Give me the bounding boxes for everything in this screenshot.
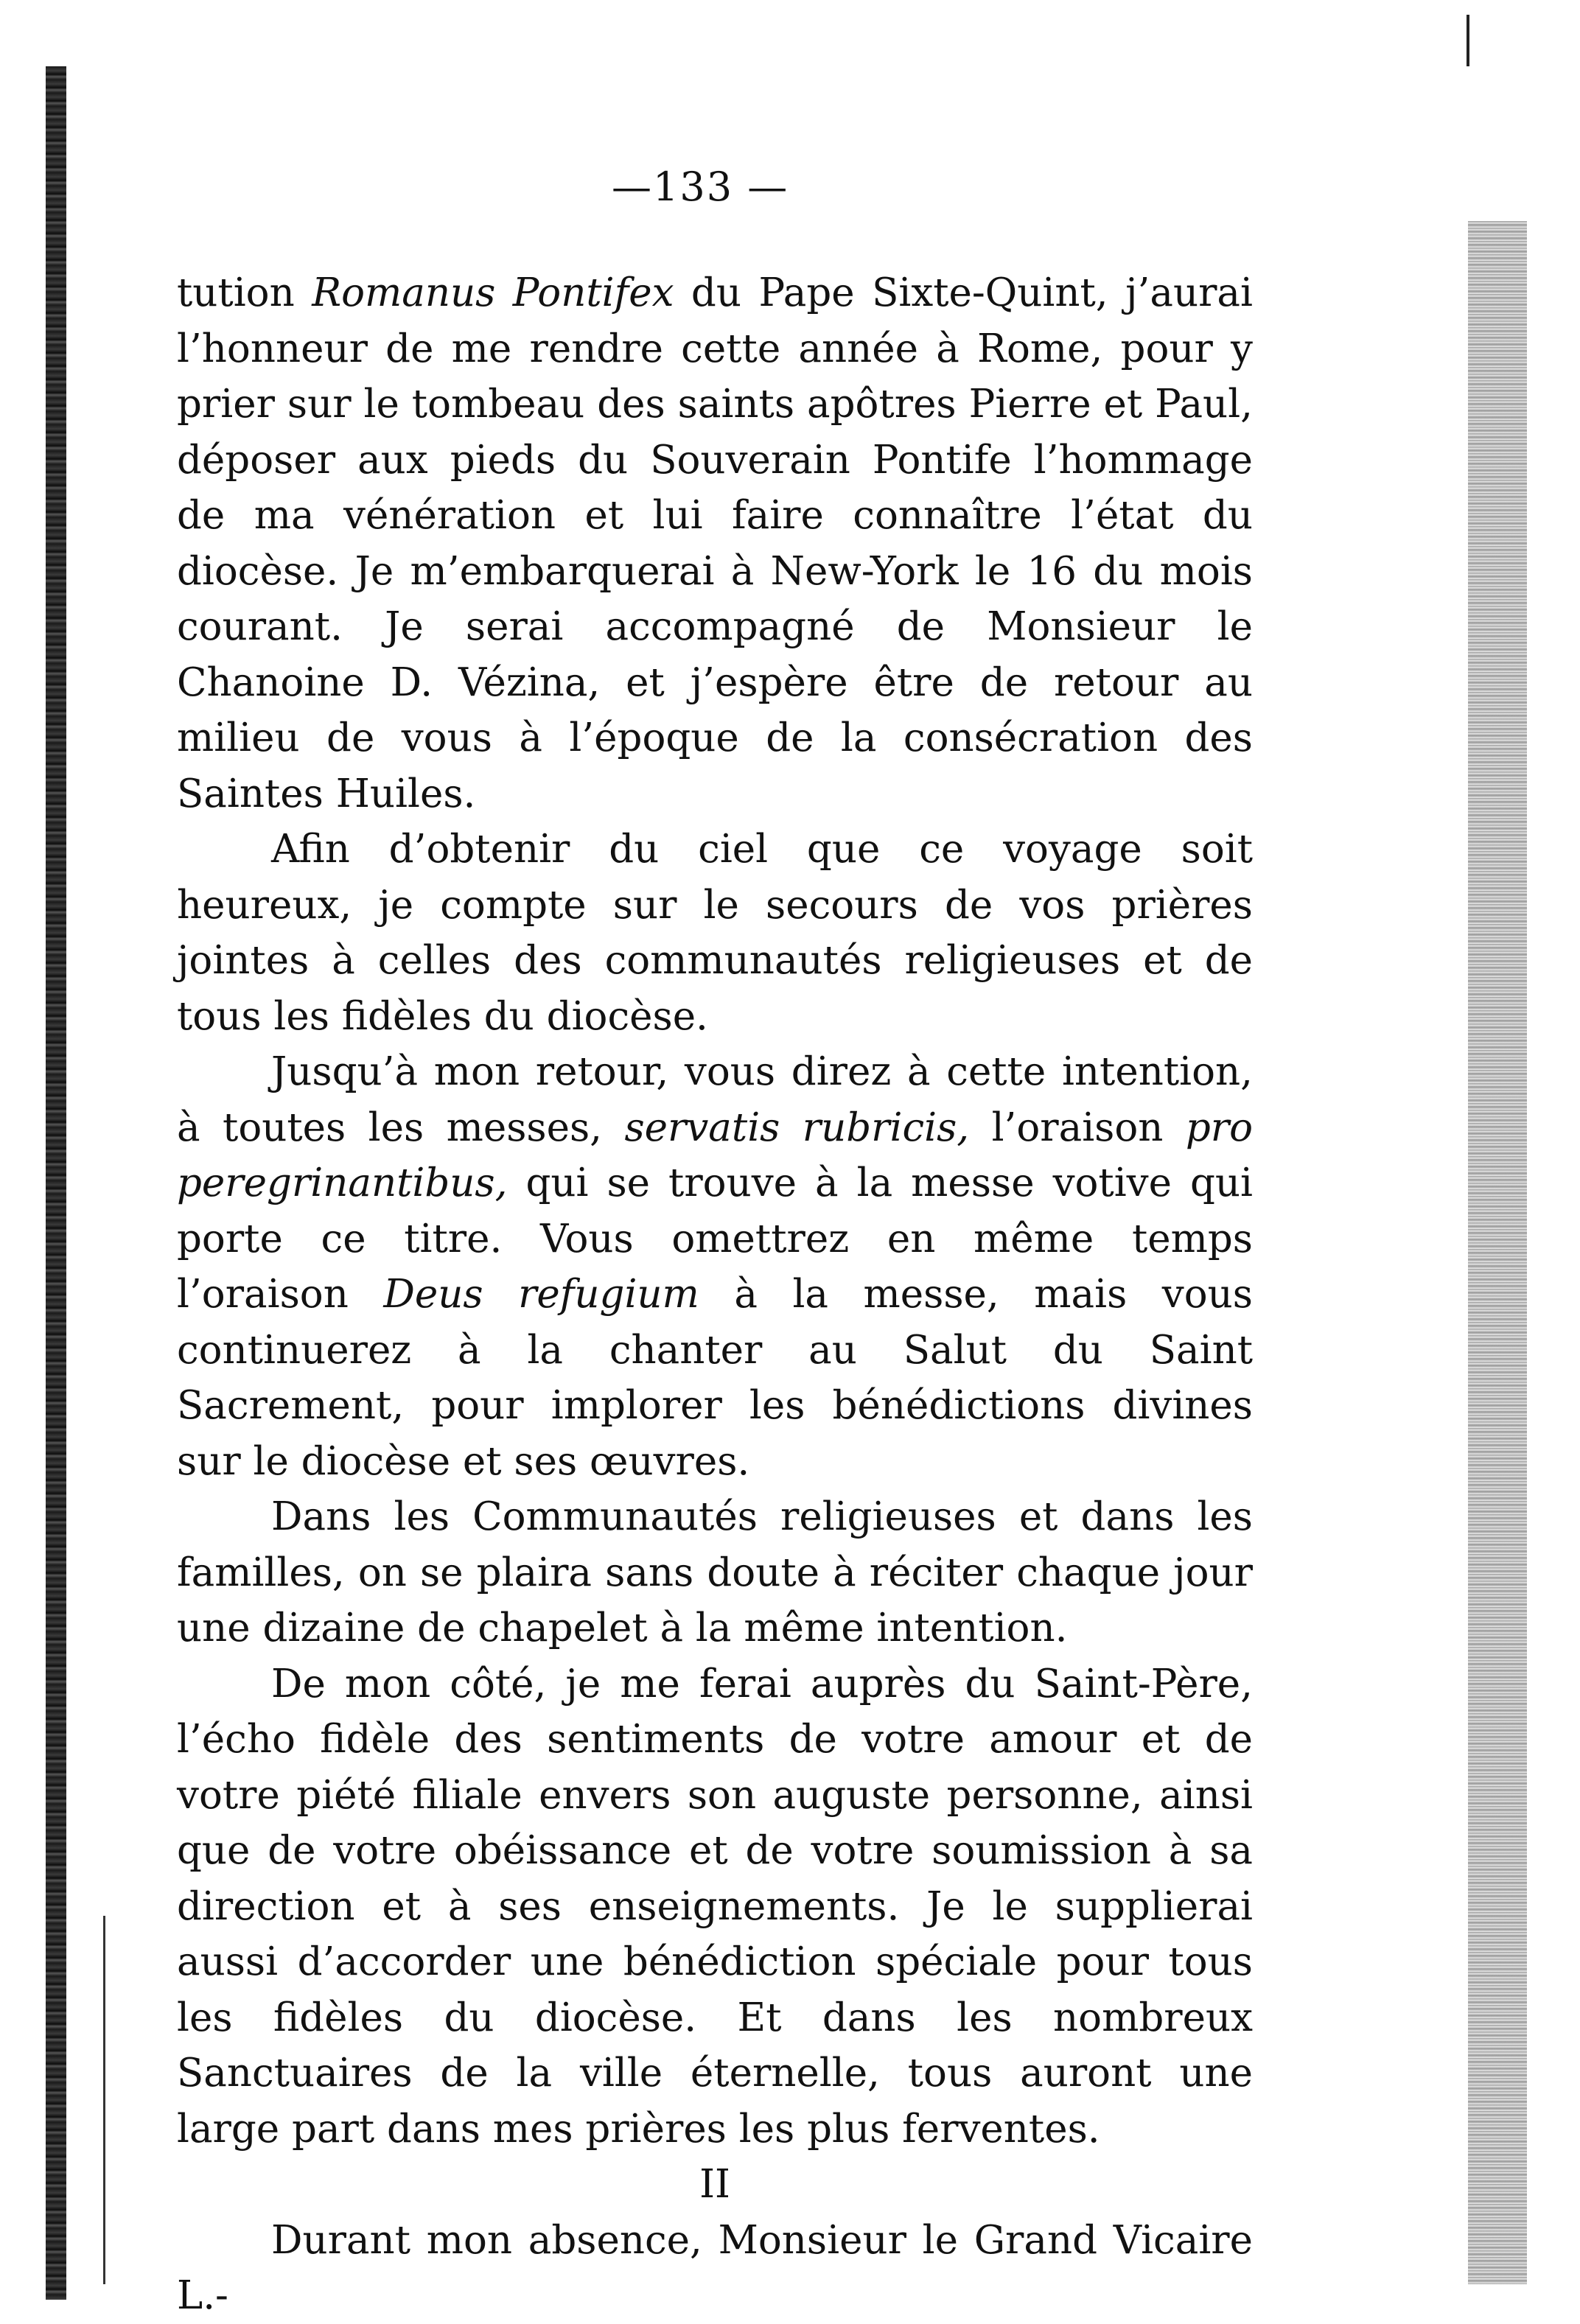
section-heading: II xyxy=(699,2162,730,2207)
paragraph-3-italic-3: Deus refugium xyxy=(383,1272,699,1317)
paragraph-3-mid-1: l’oraison xyxy=(969,1105,1186,1150)
paragraph-3 xyxy=(177,1044,1253,1489)
paragraph-3-mid-2: qui se trouve à la messe votive qui porte ce titre. Vous omettrez en même temps l’oraison xyxy=(177,1161,1253,1317)
paragraph-3-italic-1: servatis rubricis, xyxy=(624,1105,970,1150)
paragraph-3-pre: Jusqu’à mon retour, vous direz à cette intention, à toutes les messes, xyxy=(177,1049,1253,1150)
paragraph-1-pre: tution xyxy=(177,270,312,315)
paragraph-3-italic-2: pro peregrinantibus, xyxy=(177,1105,1253,1205)
paragraph-2: Afin d’obtenir du ciel que ce voyage soit heureux, je compte sur le secours de vos prières jointes à celles des communautés religieuses et de tous les fidèles du diocèse. xyxy=(177,827,1253,1039)
body-text xyxy=(177,265,1253,2324)
paragraph-3-post: à la messe, mais vous continuerez à la chanter au Salut du Saint Sacrement, pour implorer les bénédictions divines sur le diocèse et ses œuvres. xyxy=(177,1272,1253,1484)
paragraph-1 xyxy=(177,265,1253,822)
paragraph-1-post: du Pape Sixte-Quint, j’aurai l’honneur de me rendre cette année à Rome, pour y prier sur le tombeau des saints apôtres Pierre et Paul, déposer aux pieds du Souverain Pontife l’hommage de ma vénération et lui faire connaître l’état du diocèse. Je m’embarquerai à New-York le 16 du mois courant. Je serai accompagné de Monsieur le Chanoine D. Vézina, et j’espère être de retour au milieu de vous à l’époque de la consécration des Saintes Huiles. xyxy=(177,270,1253,816)
binding-edge-shadow xyxy=(46,66,66,2300)
scan-edge-mark xyxy=(1467,15,1469,66)
scan-edge-noise xyxy=(1468,221,1527,2284)
paragraph-4: Dans les Communautés religieuses et dans les familles, on se plaira sans doute à réciter chaque jour une dizaine de chapelet à la même intention. xyxy=(177,1494,1253,1651)
page-number: —133 — xyxy=(612,164,789,210)
paragraph-5: De mon côté, je me ferai auprès du Saint-Père, l’écho fidèle des sentiments de votre amour et de votre piété filiale envers son auguste personne, ainsi que de votre obéissance et de votre soumission à sa direction et à ses enseignements. Je le supplierai aussi d’accorder une bénédiction spéciale pour tous les fidèles du diocèse. Et dans les nombreux Sanctuaires de la ville éternelle, tous auront une large part dans mes prières les plus ferventes. xyxy=(177,1661,1253,2152)
paragraph-1-italic: Romanus Pontifex xyxy=(312,270,674,315)
binding-edge-line xyxy=(103,1916,105,2284)
paragraph-6: Durant mon absence, Monsieur le Grand Vicaire L.- xyxy=(177,2217,1253,2318)
